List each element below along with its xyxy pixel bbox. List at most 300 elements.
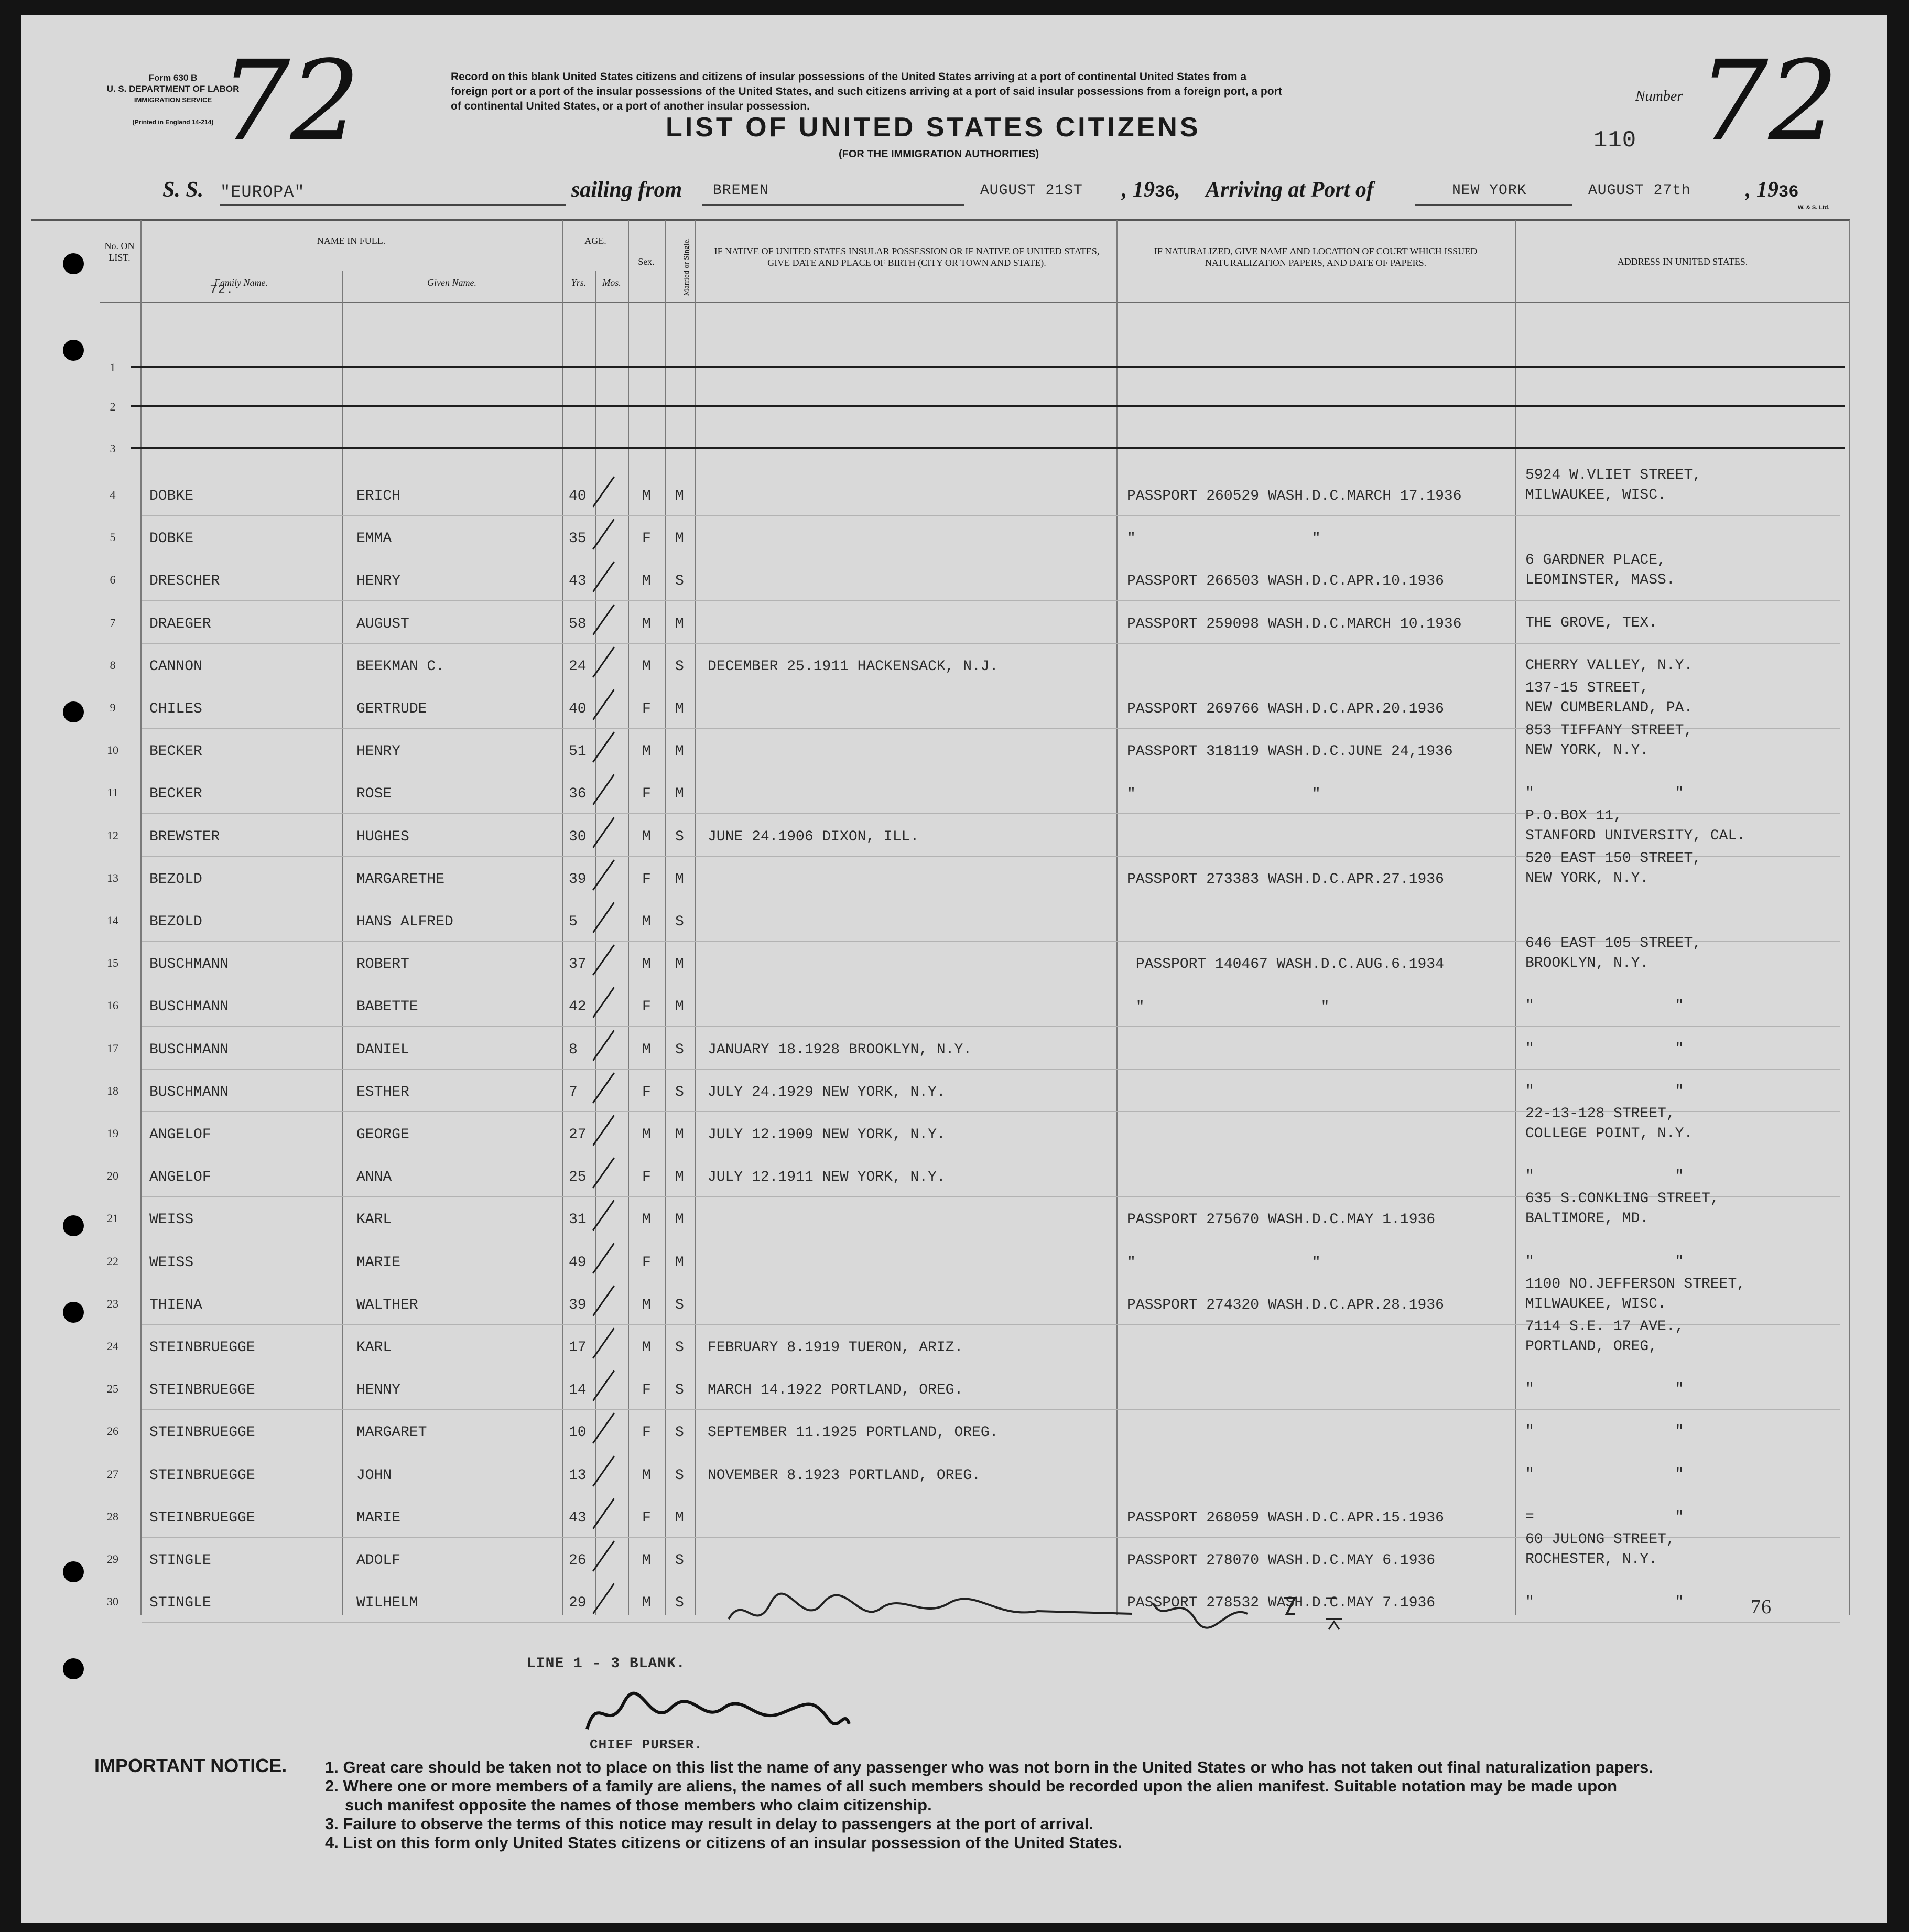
notice-item: 3. Failure to observe the terms of this notice may result in delay to passengers at the port of arrival.	[325, 1815, 1094, 1833]
marital-cell: M	[675, 616, 684, 632]
age-cell: 30	[569, 829, 587, 845]
check-mark	[592, 1072, 615, 1103]
row-number: 9	[110, 701, 116, 714]
page-number: 110	[1593, 127, 1637, 154]
check-mark	[592, 1243, 615, 1273]
sex-cell: M	[642, 829, 651, 845]
address-line1-cell: 6 GARDNER PLACE,	[1525, 552, 1666, 568]
address-line1-cell: 520 EAST 150 STREET,	[1525, 850, 1702, 867]
age-cell: 36	[569, 786, 587, 802]
family-name-cell: STINGLE	[149, 1552, 211, 1569]
header-no-on-list: No. ON LIST.	[104, 241, 135, 263]
table-row	[21, 1032, 1887, 1074]
table-row	[21, 467, 1887, 521]
notice-list	[325, 1758, 1856, 1852]
address-line2-cell: " "	[1525, 1594, 1684, 1610]
marital-cell: S	[675, 1084, 684, 1100]
address-line2-cell: NEW YORK, N.Y.	[1525, 742, 1649, 759]
underline	[1415, 204, 1572, 206]
port-to: NEW YORK	[1452, 182, 1527, 199]
check-mark	[592, 902, 615, 933]
given-name-cell: AUGUST	[356, 616, 409, 632]
row-number: 5	[110, 531, 116, 544]
underline	[702, 204, 964, 206]
given-name-cell: ROBERT	[356, 956, 409, 973]
address-line1-cell: 853 TIFFANY STREET,	[1525, 722, 1693, 739]
notice-item: 2. Where one or more members of a family are aliens, the names of all such members should be recorded upon the alien manifest. Suitable notation may be made upon	[325, 1777, 1618, 1795]
given-name-cell: KARL	[356, 1340, 392, 1356]
sex-cell: F	[642, 1382, 651, 1398]
sex-cell: M	[642, 659, 651, 675]
given-name-cell: HENRY	[356, 743, 401, 760]
family-name-cell: BUSCHMANN	[149, 1084, 229, 1100]
year-prefix-2: 19	[1756, 178, 1778, 202]
notice-item: such manifest opposite the names of those members who claim citizenship.	[345, 1796, 932, 1814]
check-mark	[592, 731, 615, 762]
address-line1-cell: P.O.BOX 11,	[1525, 808, 1622, 824]
purser-signature	[582, 1687, 854, 1745]
age-cell: 37	[569, 956, 587, 973]
page-subtitle: (FOR THE IMMIGRATION AUTHORITIES)	[839, 148, 1039, 160]
address-line1-cell: 635 S.CONKLING STREET,	[1525, 1191, 1719, 1207]
address-line2-cell: PORTLAND, OREG,	[1525, 1339, 1658, 1355]
birth-cell: JUNE 24.1906 DIXON, ILL.	[708, 829, 919, 845]
sex-cell: F	[642, 786, 651, 802]
table-row	[21, 935, 1887, 989]
given-name-cell: JOHN	[356, 1467, 392, 1484]
ship-name: "EUROPA"	[220, 182, 305, 202]
birth-cell: JULY 24.1929 NEW YORK, N.Y.	[708, 1084, 946, 1100]
sailing-label: sailing from	[571, 178, 682, 202]
family-name-cell: WEISS	[149, 1255, 194, 1271]
header-naturalized: IF NATURALIZED, GIVE NAME AND LOCATION OF COURT WHICH ISSUED NATURALIZATION PAPERS, AND DATE OF PAPERS.	[1154, 246, 1478, 268]
marital-cell: M	[675, 786, 684, 802]
family-name-cell: CANNON	[149, 659, 202, 675]
naturalization-cell: PASSPORT 259098 WASH.D.C.MARCH 10.1936	[1127, 616, 1462, 632]
age-cell: 5	[569, 914, 578, 930]
family-name-cell: STEINBRUEGGE	[149, 1510, 255, 1526]
row-number: 20	[107, 1169, 118, 1182]
family-name-cell: BECKER	[149, 743, 202, 760]
check-mark	[592, 944, 615, 975]
marital-cell: S	[675, 1382, 684, 1398]
age-cell: 43	[569, 573, 587, 589]
age-cell: 43	[569, 1510, 587, 1526]
blank-note: LINE 1 - 3 BLANK.	[527, 1656, 686, 1672]
marital-cell: M	[675, 1255, 684, 1271]
family-name-cell: BUSCHMANN	[149, 1042, 229, 1058]
given-name-cell: GEORGE	[356, 1127, 409, 1143]
birth-cell: JULY 12.1911 NEW YORK, N.Y.	[708, 1169, 946, 1185]
check-mark	[592, 689, 615, 720]
address-line2-cell: = "	[1525, 1509, 1684, 1525]
row-number: 4	[110, 488, 116, 501]
given-name-cell: MARGARETHE	[356, 871, 445, 888]
row-number: 21	[107, 1212, 118, 1225]
sex-cell: F	[642, 1169, 651, 1185]
check-mark	[592, 1370, 615, 1401]
age-cell: 14	[569, 1382, 587, 1398]
table-row	[21, 1373, 1887, 1415]
address-line2-cell: " "	[1525, 785, 1684, 801]
family-name-cell: STEINBRUEGGE	[149, 1340, 255, 1356]
marital-cell: M	[675, 999, 684, 1015]
punch-hole	[63, 1658, 84, 1679]
given-name-cell: MARGARET	[356, 1424, 427, 1441]
naturalization-cell: " "	[1127, 1255, 1321, 1271]
age-cell: 51	[569, 743, 587, 760]
marital-cell: S	[675, 1340, 684, 1356]
header-birth: IF NATIVE OF UNITED STATES INSULAR POSSESSION OR IF NATIVE OF UNITED STATES, GIVE DATE AND PLACE OF BIRTH (CITY OR TOWN AND STATE).	[714, 246, 1100, 268]
sex-cell: M	[642, 1340, 651, 1356]
row-number: 22	[107, 1255, 118, 1268]
address-line1-cell: 60 JULONG STREET,	[1525, 1531, 1675, 1548]
check-mark	[592, 1200, 615, 1231]
birth-cell: DECEMBER 25.1911 HACKENSACK, N.J.	[708, 659, 999, 675]
inspector-signature	[723, 1582, 1405, 1645]
naturalization-cell: PASSPORT 278070 WASH.D.C.MAY 6.1936	[1127, 1552, 1436, 1569]
naturalization-cell: PASSPORT 318119 WASH.D.C.JUNE 24,1936	[1127, 743, 1453, 760]
address-line2-cell: " "	[1525, 1083, 1684, 1099]
family-name-cell: THIENA	[149, 1297, 202, 1313]
family-name-cell: DRESCHER	[149, 573, 220, 589]
sex-cell: M	[642, 1127, 651, 1143]
sex-cell: M	[642, 1212, 651, 1228]
age-cell: 40	[569, 701, 587, 717]
marital-cell: M	[675, 1127, 684, 1143]
number-label: Number	[1635, 88, 1683, 104]
age-cell: 39	[569, 871, 587, 888]
family-name-cell: BUSCHMANN	[149, 999, 229, 1015]
check-mark	[592, 1498, 615, 1529]
marital-cell: S	[675, 1595, 684, 1611]
table-row	[21, 1531, 1887, 1585]
punch-hole	[63, 253, 84, 274]
address-line2-cell: BALTIMORE, MD.	[1525, 1211, 1649, 1227]
marital-cell: S	[675, 573, 684, 589]
row-number: 29	[107, 1552, 118, 1566]
check-mark	[592, 859, 615, 890]
address-line2-cell: THE GROVE, TEX.	[1525, 615, 1658, 631]
naturalization-cell: " "	[1127, 531, 1321, 547]
marital-cell: M	[675, 1212, 684, 1228]
given-name-cell: ADOLF	[356, 1552, 401, 1569]
check-mark	[592, 519, 615, 549]
check-mark	[592, 646, 615, 677]
row-rule	[142, 643, 1840, 644]
naturalization-cell: PASSPORT 266503 WASH.D.C.APR.10.1936	[1127, 573, 1444, 589]
sex-cell: M	[642, 956, 651, 973]
check-mark	[592, 1583, 615, 1614]
given-name-cell: ANNA	[356, 1169, 392, 1185]
given-name-cell: HUGHES	[356, 829, 409, 845]
address-line1-cell: 646 EAST 105 STREET,	[1525, 935, 1702, 952]
row-number: 23	[107, 1297, 118, 1310]
row-rule	[142, 1409, 1840, 1410]
address-line1-cell: 7114 S.E. 17 AVE.,	[1525, 1319, 1684, 1335]
row-number: 17	[107, 1042, 118, 1055]
family-name-cell: ANGELOF	[149, 1127, 211, 1143]
family-note: 72.	[210, 283, 234, 297]
sex-cell: M	[642, 1552, 651, 1569]
marital-cell: M	[675, 1169, 684, 1185]
year-suffix: 36	[1155, 182, 1175, 202]
table-row	[21, 1415, 1887, 1457]
age-cell: 35	[569, 531, 587, 547]
row-number: 8	[110, 659, 116, 672]
form-number: Form 630 B	[148, 73, 198, 83]
naturalization-cell: PASSPORT 260529 WASH.D.C.MARCH 17.1936	[1127, 488, 1462, 504]
row-rule	[142, 1069, 1840, 1070]
blank-line-strike	[131, 405, 1845, 407]
marital-cell: M	[675, 956, 684, 973]
row-rule	[142, 515, 1840, 516]
marital-cell: S	[675, 1297, 684, 1313]
check-mark	[592, 1285, 615, 1316]
marital-cell: M	[675, 871, 684, 888]
family-name-cell: STEINBRUEGGE	[149, 1424, 255, 1441]
sex-cell: F	[642, 701, 651, 717]
birth-cell: SEPTEMBER 11.1925 PORTLAND, OREG.	[708, 1424, 999, 1441]
marital-cell: S	[675, 659, 684, 675]
family-name-cell: ANGELOF	[149, 1169, 211, 1185]
handwritten-number-right: 72	[1698, 37, 1839, 165]
naturalization-cell: PASSPORT 269766 WASH.D.C.APR.20.1936	[1127, 701, 1444, 717]
sex-cell: F	[642, 1510, 651, 1526]
marital-cell: M	[675, 488, 684, 504]
ss-label: S. S.	[162, 178, 204, 202]
family-name-cell: DRAEGER	[149, 616, 211, 632]
blank-row-number: 3	[110, 442, 116, 455]
birth-cell: MARCH 14.1922 PORTLAND, OREG.	[708, 1382, 963, 1398]
age-cell: 13	[569, 1467, 587, 1484]
year-label-2: , 1936	[1745, 178, 1799, 202]
family-name-cell: BEZOLD	[149, 914, 202, 930]
address-line2-cell: NEW CUMBERLAND, PA.	[1525, 700, 1693, 716]
naturalization-cell: PASSPORT 273383 WASH.D.C.APR.27.1936	[1127, 871, 1444, 888]
header-age: AGE.	[584, 235, 606, 246]
row-number: 24	[107, 1340, 118, 1353]
header-family-name: Family Name.	[214, 277, 268, 288]
address-line2-cell: CHERRY VALLEY, N.Y.	[1525, 657, 1693, 674]
check-mark	[592, 1540, 615, 1571]
given-name-cell: ERICH	[356, 488, 401, 504]
manifest-sheet	[21, 15, 1887, 1923]
check-mark	[592, 604, 615, 635]
marital-cell: S	[675, 1424, 684, 1441]
check-mark	[592, 1115, 615, 1146]
family-name-cell: BEZOLD	[149, 871, 202, 888]
naturalization-cell: " "	[1127, 786, 1321, 802]
row-number: 25	[107, 1382, 118, 1395]
service: IMMIGRATION SERVICE	[134, 96, 212, 104]
count-note: 76	[1751, 1596, 1772, 1618]
given-name-cell: HENRY	[356, 573, 401, 589]
row-number: 13	[107, 871, 118, 884]
table-row	[21, 607, 1887, 649]
check-mark	[592, 774, 615, 805]
date-from: AUGUST 21ST	[980, 182, 1083, 199]
sex-cell: F	[642, 1255, 651, 1271]
age-cell: 31	[569, 1212, 587, 1228]
check-mark	[592, 817, 615, 848]
printer-mark: W. & S. Ltd.	[1798, 204, 1830, 211]
marital-cell: S	[675, 1552, 684, 1569]
marital-cell: M	[675, 1510, 684, 1526]
sex-cell: F	[642, 1084, 651, 1100]
check-mark	[592, 1412, 615, 1443]
address-line1-cell: 22-13-128 STREET,	[1525, 1106, 1675, 1122]
given-name-cell: BEEKMAN C.	[356, 659, 445, 675]
address-line2-cell: NEW YORK, N.Y.	[1525, 870, 1649, 887]
sex-cell: M	[642, 1297, 651, 1313]
naturalization-cell: " "	[1127, 999, 1330, 1015]
age-cell: 10	[569, 1424, 587, 1441]
given-name-cell: EMMA	[356, 531, 392, 547]
address-line2-cell: " "	[1525, 1381, 1684, 1397]
year-suffix-2: 36	[1778, 182, 1799, 202]
sex-cell: M	[642, 743, 651, 760]
header-name-in-full: NAME IN FULL.	[317, 235, 386, 246]
given-name-cell: GERTRUDE	[356, 701, 427, 717]
marital-cell: S	[675, 914, 684, 930]
row-number: 16	[107, 999, 118, 1012]
birth-cell: NOVEMBER 8.1923 PORTLAND, OREG.	[708, 1467, 981, 1484]
given-name-cell: HANS ALFRED	[356, 914, 453, 930]
record-line: of continental United States, or a port of another insular possession.	[451, 100, 810, 112]
printed-note: (Printed in England 14-214)	[132, 118, 214, 126]
header-address: ADDRESS IN UNITED STATES.	[1617, 256, 1748, 267]
age-cell: 26	[569, 1552, 587, 1569]
naturalization-cell: PASSPORT 140467 WASH.D.C.AUG.6.1934	[1127, 956, 1444, 973]
year-prefix-text: 19	[1133, 178, 1155, 202]
table-row	[21, 552, 1887, 606]
row-rule	[142, 600, 1840, 601]
check-mark	[592, 1455, 615, 1486]
given-name-cell: ESTHER	[356, 1084, 409, 1100]
header-bottom-border	[100, 302, 1850, 303]
blank-line-strike	[131, 447, 1845, 449]
marital-cell: M	[675, 701, 684, 717]
birth-cell: JANUARY 18.1928 BROOKLYN, N.Y.	[708, 1042, 972, 1058]
blank-row-number: 2	[110, 400, 116, 413]
age-cell: 40	[569, 488, 587, 504]
purser-label: CHIEF PURSER.	[590, 1737, 703, 1753]
address-line2-cell: " "	[1525, 1168, 1684, 1184]
sex-cell: M	[642, 1595, 651, 1611]
row-number: 26	[107, 1424, 118, 1438]
marital-cell: M	[675, 531, 684, 547]
given-name-cell: MARIE	[356, 1255, 401, 1271]
marital-cell: S	[675, 829, 684, 845]
year-prefix: , 1936,	[1122, 178, 1180, 202]
check-mark	[592, 1030, 615, 1061]
row-number: 11	[107, 786, 118, 799]
row-number: 15	[107, 956, 118, 969]
table-row	[21, 1458, 1887, 1500]
age-cell: 29	[569, 1595, 587, 1611]
address-line1-cell: 5924 W.VLIET STREET,	[1525, 467, 1702, 483]
given-name-cell: HENNY	[356, 1382, 401, 1398]
marital-cell: S	[675, 1467, 684, 1484]
marital-cell: S	[675, 1042, 684, 1058]
record-instructions	[451, 70, 1541, 114]
given-name-cell: MARIE	[356, 1510, 401, 1526]
birth-cell: FEBRUARY 8.1919 TUERON, ARIZ.	[708, 1340, 963, 1356]
handwritten-number-left: 72	[220, 37, 361, 165]
header-given-name: Given Name.	[427, 277, 476, 288]
check-mark	[592, 987, 615, 1018]
row-number: 19	[107, 1127, 118, 1140]
sex-cell: F	[642, 871, 651, 888]
blank-line-strike	[131, 366, 1845, 368]
naturalization-cell: PASSPORT 274320 WASH.D.C.APR.28.1936	[1127, 1297, 1444, 1313]
family-name-cell: STINGLE	[149, 1595, 211, 1611]
sex-cell: M	[642, 616, 651, 632]
notice-item: 1. Great care should be taken not to place on this list the name of any passenger who was not born in the United States or who has not taken out final naturalization papers.	[325, 1758, 1653, 1776]
given-name-cell: KARL	[356, 1212, 392, 1228]
header-married: Married or Single.	[682, 238, 691, 296]
sex-cell: F	[642, 999, 651, 1015]
row-number: 7	[110, 616, 116, 629]
department: U. S. DEPARTMENT OF LABOR	[106, 84, 240, 94]
check-mark	[592, 1327, 615, 1358]
address-line2-cell: LEOMINSTER, MASS.	[1525, 572, 1675, 588]
given-name-cell: ROSE	[356, 786, 392, 802]
age-cell: 27	[569, 1127, 587, 1143]
age-cell: 39	[569, 1297, 587, 1313]
address-line2-cell: BROOKLYN, N.Y.	[1525, 955, 1649, 972]
check-mark	[592, 1157, 615, 1188]
notice-item: 4. List on this form only United States citizens or citizens of an insular possession of the United States.	[325, 1833, 1122, 1852]
naturalization-cell: PASSPORT 268059 WASH.D.C.APR.15.1936	[1127, 1510, 1444, 1526]
age-cell: 25	[569, 1169, 587, 1185]
sex-cell: M	[642, 1042, 651, 1058]
table-row	[21, 850, 1887, 904]
check-mark	[592, 561, 615, 592]
family-name-cell: BECKER	[149, 786, 202, 802]
age-cell: 8	[569, 1042, 578, 1058]
record-line: foreign port or a port of the insular possessions of the United States, and such citizens arriving at a port of said insular possessions from a foreign port, a port	[451, 85, 1282, 98]
row-number: 12	[107, 829, 118, 842]
age-cell: 17	[569, 1340, 587, 1356]
row-number: 30	[107, 1595, 118, 1608]
row-number: 18	[107, 1084, 118, 1097]
header-yrs: Yrs.	[571, 277, 587, 288]
age-cell: 49	[569, 1255, 587, 1271]
address-line2-cell: STANFORD UNIVERSITY, CAL.	[1525, 828, 1746, 844]
given-name-cell: WILHELM	[356, 1595, 418, 1611]
given-name-cell: BABETTE	[356, 999, 418, 1015]
row-number: 27	[107, 1467, 118, 1481]
family-name-cell: BUSCHMANN	[149, 956, 229, 973]
row-rule	[142, 1026, 1840, 1027]
address-line2-cell: ROCHESTER, N.Y.	[1525, 1551, 1658, 1568]
page-title: LIST OF UNITED STATES CITIZENS	[666, 112, 1201, 143]
sex-cell: M	[642, 914, 651, 930]
sex-cell: M	[642, 573, 651, 589]
date-to: AUGUST 27th	[1588, 182, 1691, 199]
naturalization-cell: PASSPORT 278532 WASH.D.C.MAY 7.1936	[1127, 1595, 1436, 1611]
address-line2-cell: " "	[1525, 1254, 1684, 1270]
row-number: 10	[107, 743, 118, 757]
address-line2-cell: MILWAUKEE, WISC.	[1525, 1296, 1666, 1312]
underline	[220, 204, 566, 206]
table-row	[21, 1106, 1887, 1159]
table-row	[21, 722, 1887, 776]
punch-hole	[63, 340, 84, 361]
given-name-cell: DANIEL	[356, 1042, 409, 1058]
